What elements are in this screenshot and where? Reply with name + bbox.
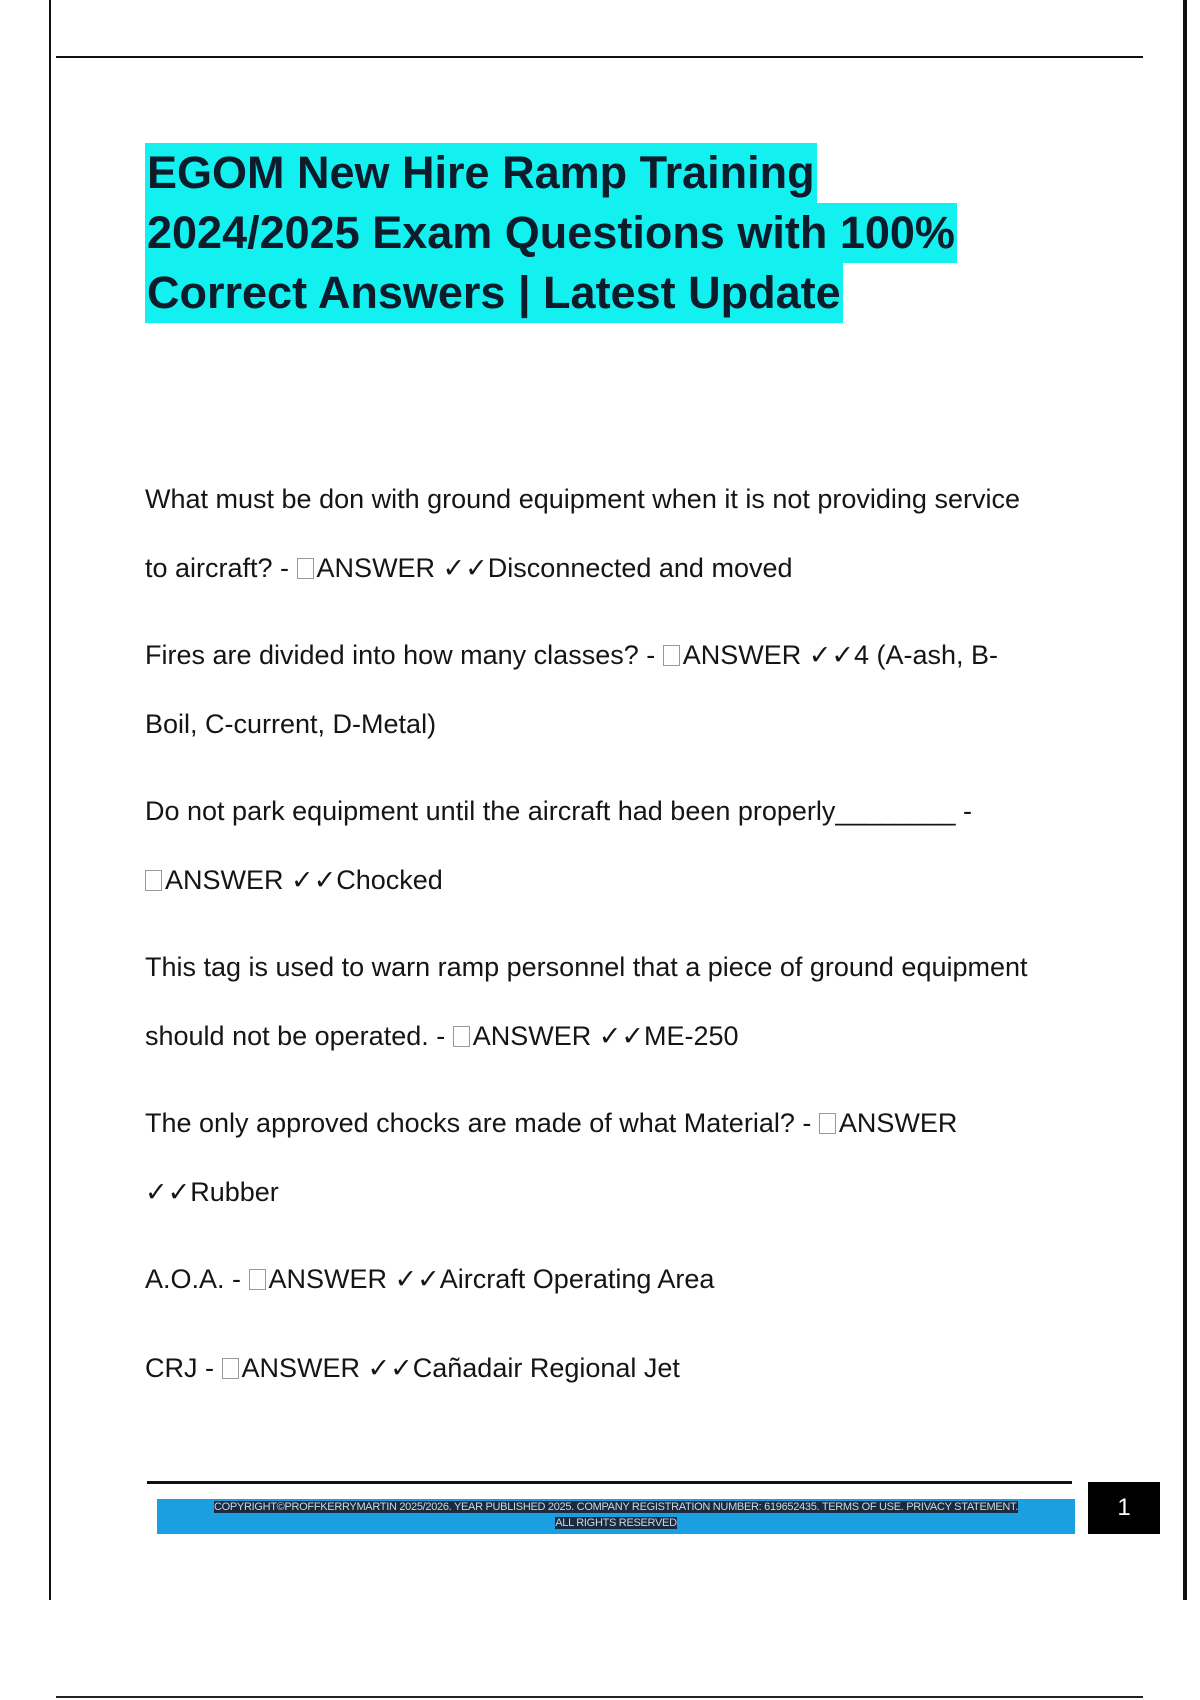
- qa-item-4: [145, 933, 1085, 1071]
- question-text: What must be don with ground equipment when it is not providing service: [145, 484, 1020, 514]
- checkbox-glyph-icon: [453, 1026, 470, 1047]
- qa-item-1: [145, 465, 1085, 603]
- qa-list: [145, 465, 1085, 1423]
- document-title: [145, 143, 1105, 323]
- question-text: Do not park equipment until the aircraft had been properly________ -: [145, 796, 973, 826]
- answer-text: ANSWER ✓✓ME-250: [472, 1021, 739, 1051]
- title-line-3: Correct Answers | Latest Update: [145, 263, 843, 323]
- checkbox-glyph-icon: [819, 1113, 836, 1134]
- checkbox-glyph-icon: [222, 1358, 239, 1379]
- checkbox-glyph-icon: [145, 870, 162, 891]
- answer-text: ANSWER ✓✓Chocked: [165, 865, 443, 895]
- header-rule: [56, 56, 1143, 58]
- checkbox-glyph-icon: [663, 645, 680, 666]
- rights-reserved-text: ALL RIGHTS RESERVED: [555, 1517, 677, 1529]
- title-line-2: 2024/2025 Exam Questions with 100%: [145, 203, 957, 263]
- answer-line: [145, 1002, 1085, 1071]
- checkbox-glyph-icon: [297, 558, 314, 579]
- answer-line: [145, 846, 1085, 915]
- question-line: [145, 621, 1085, 690]
- answer-line: [145, 534, 1085, 603]
- answer-text: ANSWER ✓✓4 (A-ash, B-: [682, 640, 999, 670]
- question-text-tail: to aircraft? -: [145, 553, 297, 583]
- answer-text: ANSWER ✓✓Cañadair Regional Jet: [241, 1353, 680, 1383]
- page-number: 1: [1088, 1482, 1160, 1534]
- answer-text: ANSWER ✓✓Aircraft Operating Area: [268, 1264, 715, 1294]
- question-text-tail: should not be operated. -: [145, 1021, 453, 1051]
- qa-item-7: [145, 1334, 1085, 1403]
- question-text: CRJ -: [145, 1353, 222, 1383]
- question-text: A.O.A. -: [145, 1264, 249, 1294]
- answer-text: ANSWER ✓✓Disconnected and moved: [316, 553, 793, 583]
- page-border-left: [49, 0, 51, 1600]
- footer-rule: [147, 1481, 1072, 1484]
- checkbox-glyph-icon: [249, 1269, 266, 1290]
- question-text: This tag is used to warn ramp personnel that a piece of ground equipment: [145, 952, 1028, 982]
- page-border-right: [1183, 0, 1187, 1600]
- qa-item-6: [145, 1245, 1085, 1314]
- answer-text: ANSWER: [838, 1108, 958, 1138]
- qa-line: [145, 1334, 1085, 1403]
- qa-item-2: [145, 621, 1085, 759]
- answer-text-continued: Boil, C-current, D-Metal): [145, 709, 437, 739]
- copyright-text: COPYRIGHT©PROFFKERRYMARTIN 2025/2026. YEAR PUBLISHED 2025. COMPANY REGISTRATION NUMBER: 619652435. TERMS OF USE. PRIVACY STATEMENT.: [213, 1501, 1019, 1513]
- qa-item-3: [145, 777, 1085, 915]
- question-line: [145, 1089, 1085, 1158]
- copyright-footer: [157, 1499, 1075, 1534]
- question-text: Fires are divided into how many classes? -: [145, 640, 663, 670]
- qa-item-5: [145, 1089, 1085, 1227]
- next-page-rule: [56, 1696, 1143, 1698]
- question-text: The only approved chocks are made of what Material? -: [145, 1108, 819, 1138]
- qa-line: [145, 1245, 1085, 1314]
- title-line-1: EGOM New Hire Ramp Training: [145, 143, 817, 203]
- answer-text-continued: ✓✓Rubber: [145, 1177, 279, 1207]
